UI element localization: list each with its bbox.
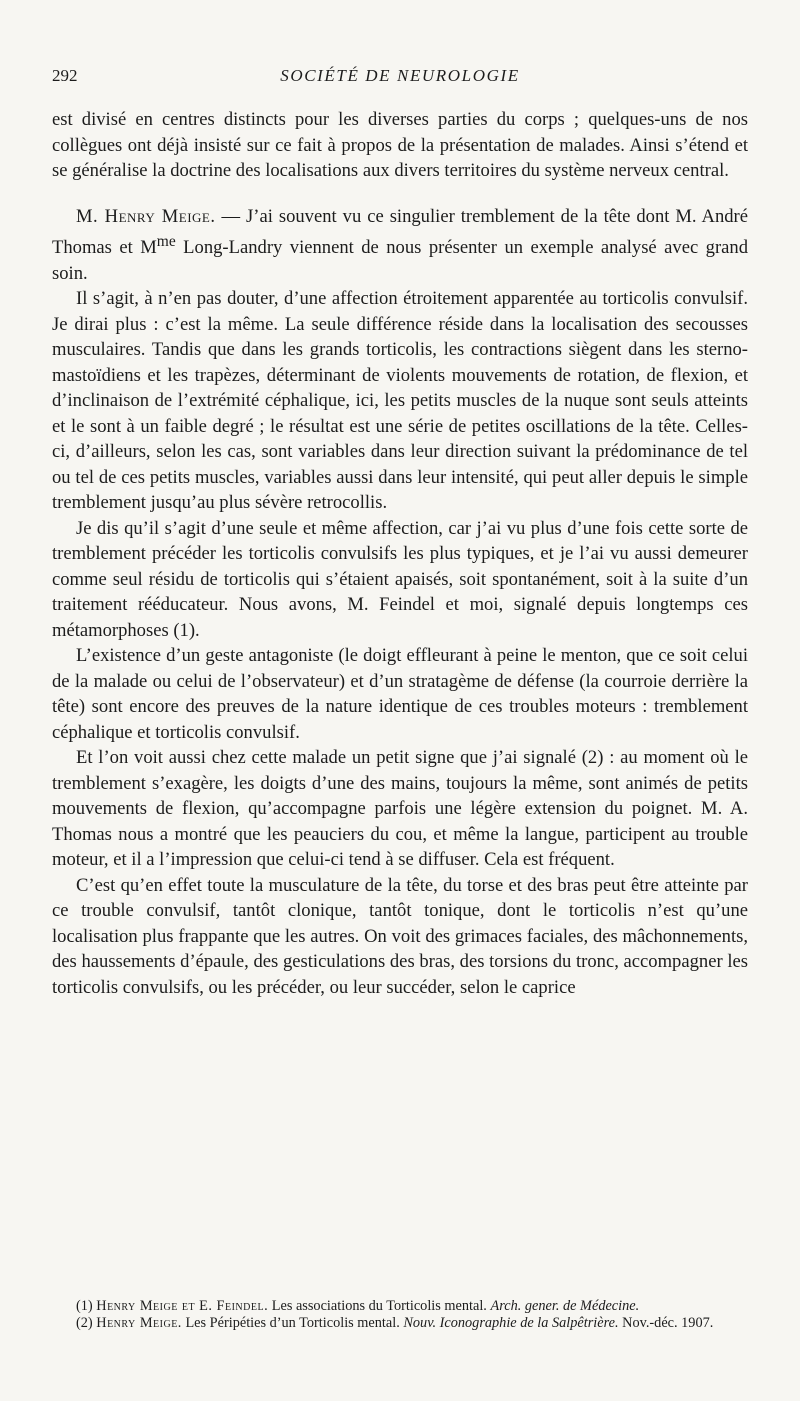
paragraph-2-text: — J’ai souvent vu ce singulier tremblement de la tête dont M. André Thomas et M (52, 205, 748, 259)
paragraph-2-text-after: Long-Landry viennent de nous présenter un exemple analysé avec grand soin. (52, 237, 748, 284)
paragraph-5: L’existence d’un geste antagoniste (le doigt effleurant à peine le menton, que ce soit celui de la malade ou celui de l’observateur) et d’un stratagème de défense (la courroie derrière la tête) sont encore des preuves de la nature identique de ces troubles moteurs : tremblement céphalique et torticolis convulsif. (52, 645, 748, 743)
footnote-1-authors: Henry Meige et E. Feindel. (96, 1298, 269, 1314)
paragraph-1: est divisé en centres distincts pour les diverses parties du corps ; quelques-uns de nos collègues ont déjà insisté sur ce fait à propos de la présentation de malades. Ainsi s’étend et se généralise la doctrine des localisations aux divers territoires du système nerveux central. (52, 109, 748, 181)
superscript-me: me (156, 233, 176, 250)
page-header (52, 66, 748, 90)
paragraph-6: Et l’on voit aussi chez cette malade un petit signe que j’ai signalé (2) : au moment où le tremblement s’exagère, les doigts d’une des mains, toujours la même, sont animés de petits mouvements de flexion, qu’accompagne parfois une légère extension du poignet. M. A. Thomas nous a montré que les peauciers du cou, et même la langue, participent au trouble moteur, et il a l’impression que celui-ci tend à se diffuser. Cela est fréquent. (52, 747, 748, 871)
paragraph-7: C’est qu’en effet toute la musculature de la tête, du torse et des bras peut être atteinte par ce trouble convulsif, tantôt clonique, tantôt tonique, dont le torticolis n’est qu’une localisation plus frappante que les autres. On voit des grimaces faciales, des mâchonnements, des haussements d’épaule, des gesticulations des bras, des torsions du tronc, accompagner les torticolis convulsifs, ou les précéder, ou leur succéder, selon le caprice (52, 874, 748, 998)
footnote-2 (52, 1315, 748, 1332)
paragraph-4: Je dis qu’il s’agit d’une seule et même affection, car j’ai vu plus d’une fois cette sorte de tremblement précéder les torticolis convulsifs les plus typiques, et je l’ai vu aussi demeurer comme seul résidu de torticolis qui s’étaient apaisés, soit spontanément, soit à la suite d’un traitement rééducateur. Nous avons, M. Feindel et moi, signalé depuis longtemps ces métamorphoses (1). (52, 517, 748, 641)
footnote-2-title: Les Péripéties d’un Torticolis mental. (181, 1315, 404, 1331)
footnote-2-authors: Henry Meige. (96, 1315, 182, 1331)
paragraph-2 (52, 204, 748, 287)
footnote-1 (52, 1298, 748, 1315)
page-number: 292 (52, 66, 78, 85)
body-text (52, 107, 748, 1000)
running-title: SOCIÉTÉ DE NEUROLOGIE (280, 66, 520, 85)
paragraph-3: Il s’agit, à n’en pas douter, d’une affection étroitement apparentée au torticolis convulsif. Je dirai plus : c’est la même. La seule différence réside dans la localisation des secousses musculaires. Tandis que dans les grands torticolis, les contractions siègent dans les sterno-mastoïdiens et les trapèzes, déterminant de violents mouvements de rotation, de flexion, et d’inclinaison de l’extrémité céphalique, ici, les petits muscles de la nuque sont seuls atteints et le sont à un faible degré ; le résultat est une série de petites oscillations de la tête. Celles-ci, d’ailleurs, selon les cas, sont variables dans leur direction suivant la prédominance de tel ou tel de ces petits muscles, variables aussi dans leur intensité, qui peut aller depuis le simple tremblement jusqu’au plus sévère retrocollis. (52, 288, 748, 514)
footnote-1-mark: (1) (76, 1298, 97, 1314)
footnote-2-date: Nov.-déc. 1907. (618, 1315, 714, 1331)
footnote-2-mark: (2) (76, 1315, 97, 1331)
footnotes (52, 1298, 748, 1332)
footnote-2-journal: Nouv. Iconographie de la Salpêtrière. (403, 1315, 619, 1331)
footnote-1-journal: Arch. gener. de Médecine. (490, 1298, 640, 1314)
footnote-1-title: Les associations du Torticolis mental. (268, 1298, 491, 1314)
speaker-name: M. Henry Meige. (76, 205, 216, 227)
